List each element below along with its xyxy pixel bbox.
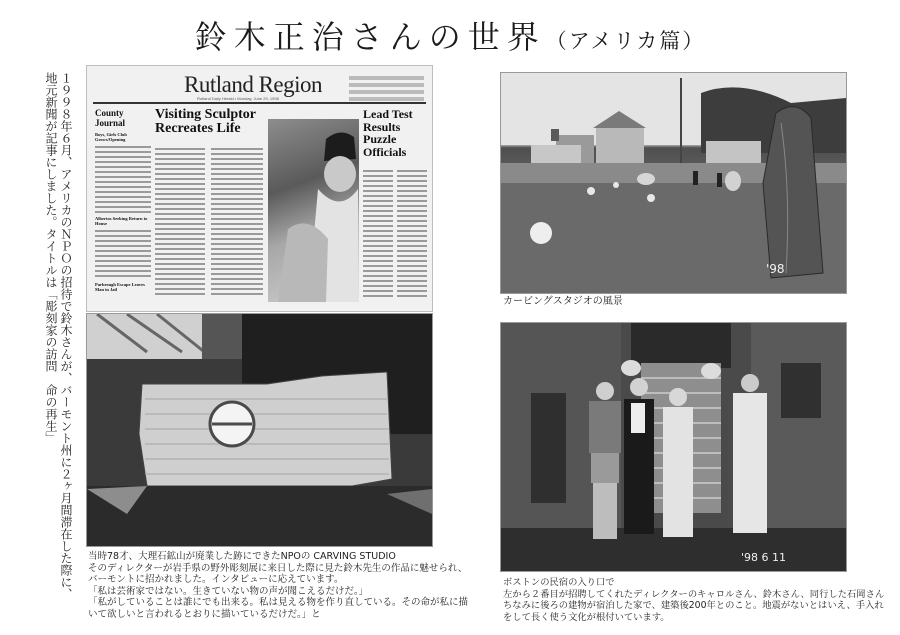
newspaper-index (349, 76, 424, 104)
page-title-main: 鈴木正治さんの世界 (194, 18, 546, 56)
newspaper-clipping (86, 65, 433, 312)
page-subtitle: （アメリカ篇） (545, 29, 706, 53)
newspaper-dateline: Rutland Daily Herald • Monday, June 29, 1998 (197, 96, 279, 101)
intro-column-1: １９９８年６月、アメリカのＮＰＯの招待で鈴木さんが、バーモント州に２ヶ月間滞在した際に、 (59, 72, 73, 600)
newspaper-column-text-4 (211, 148, 263, 298)
group-scene (501, 323, 846, 571)
intro-column-2: 地元新聞が記事にしました。タイトルは「彫刻家の訪問 命の再生」 (44, 72, 58, 444)
group-photo-date: '98 6 11 (741, 551, 787, 564)
newspaper-main-headline: Visiting Sculptor Recreates Life (155, 107, 256, 136)
carving-studio-caption: カービングスタジオの風景 (503, 296, 623, 307)
newspaper-column-text-3 (155, 148, 205, 298)
carving-studio-photo (500, 72, 847, 294)
group-caption: ボストンの民宿の入り口で 左から２番目が招聘してくれたディレクターのキャロルさん、鈴木さん、同行した石岡さん ちなみに後ろの建物が宿泊した家で、建築後200年とのこと。地震がないとはいえ、手入れ をして長く使う文化が根付いています。 (503, 577, 885, 623)
sculpture-scene (87, 314, 432, 546)
newspaper-side-head-1: Boys, Girls Club Grows/Opening (95, 132, 127, 142)
sculpture-photo (86, 313, 433, 547)
studio-scene (501, 73, 846, 293)
newspaper-side-head-2: Albertos Seeking Return to House (95, 216, 148, 226)
newspaper-rule (93, 102, 426, 104)
newspaper-right-headline: Lead Test Results Puzzle Officials (363, 107, 413, 159)
newspaper-column-text-5 (363, 170, 393, 300)
group-photo (500, 322, 847, 572)
portrait-illustration (268, 119, 359, 302)
studio-photo-date: '98 (766, 262, 785, 276)
newspaper-section-head: County Journal (95, 108, 126, 128)
newspaper-column-text-2 (95, 230, 151, 280)
sculpture-caption: 当時78才、大理石鉱山が廃業した跡にできたNPOの CARVING STUDIO そのディレクターが岩手県の野外彫刻展に来日した際に見た鈴木先生の作品に魅せられ、 バーモントに招かれました。インタビューに応えています。 「私は芸術家ではない。生きていない物の声が聞こえるだけだ。」 「私がしていることは誰にでも出来る。私は見える物を作り直している。その命が私に描 いて欲しいと言われるとおりに描いているだけだ。」と (88, 551, 469, 620)
page-title (0, 12, 900, 58)
newspaper-column-text-1 (95, 146, 151, 216)
newspaper-portrait-photo (268, 119, 359, 302)
newspaper-column-text-6 (397, 170, 427, 300)
newspaper-masthead: Rutland Region (184, 72, 323, 97)
newspaper-side-head-3: Parbrough Escape Leaves Man in Jail (95, 282, 145, 292)
